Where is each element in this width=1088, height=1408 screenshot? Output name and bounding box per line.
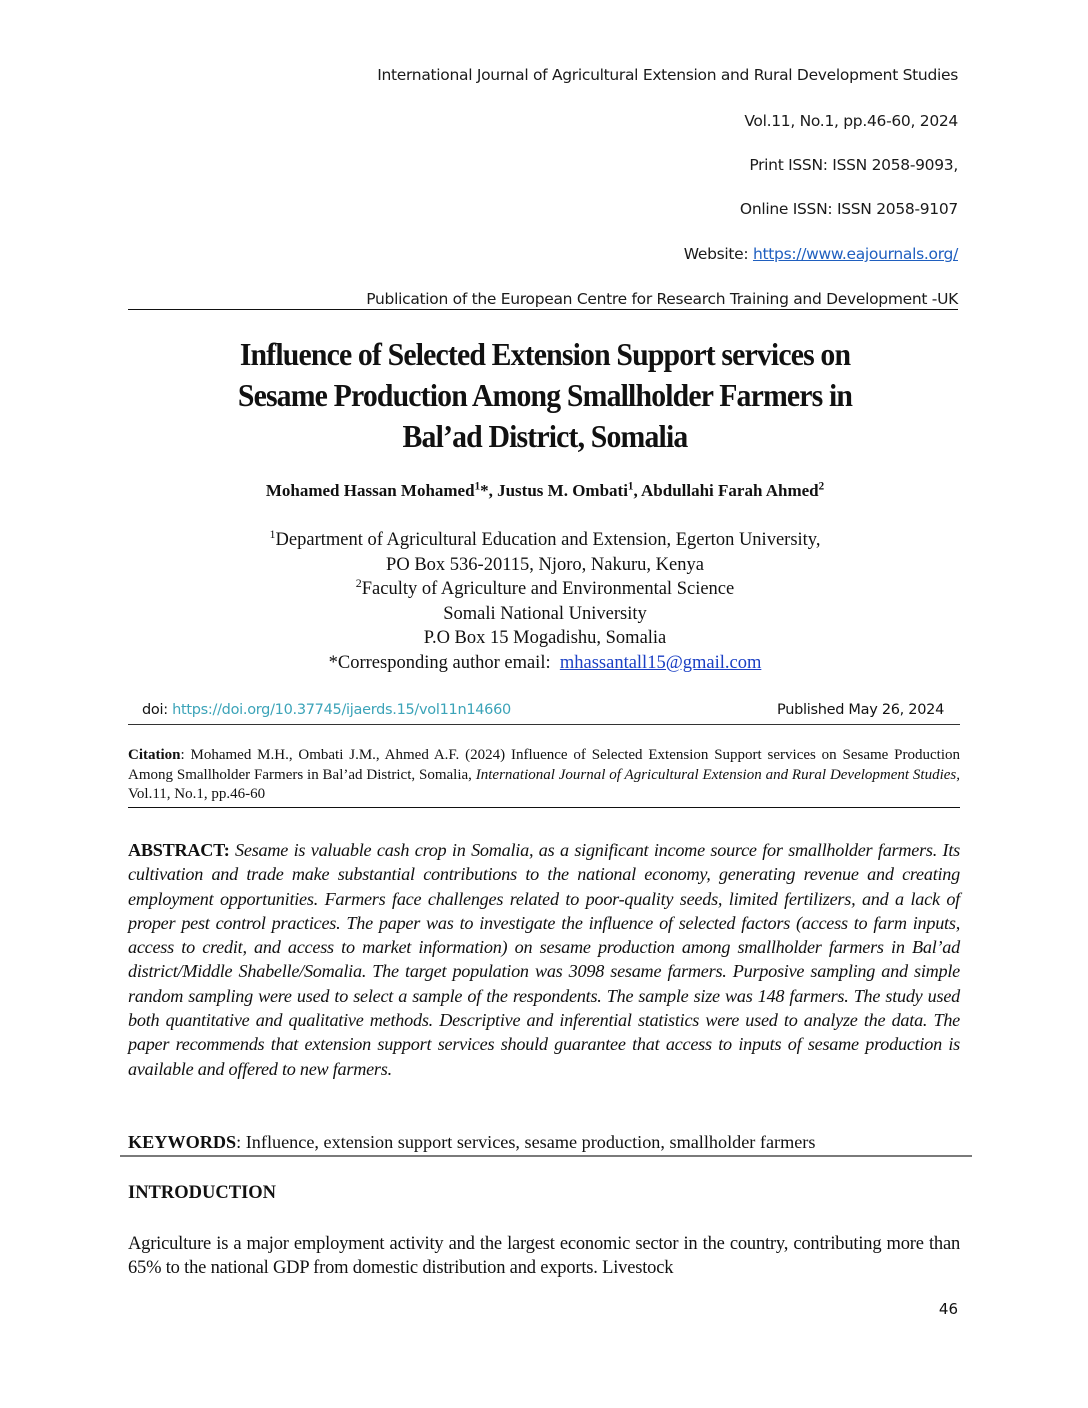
- author-affil-sup: 1: [627, 480, 634, 493]
- section-heading-introduction: INTRODUCTION: [128, 1183, 277, 1203]
- corresponding-label: *Corresponding author email:: [328, 652, 560, 673]
- affiliation-2-line3: P.O Box 15 Mogadishu, Somalia: [423, 628, 667, 648]
- title-line: Sesame Production Among Smallholder Farmers in: [237, 377, 853, 413]
- author-name: Abdullahi Farah Ahmed: [641, 481, 819, 500]
- print-issn: Print ISSN: ISSN 2058-9093,: [749, 156, 958, 174]
- keywords: [120, 1130, 972, 1157]
- author-name: Mohamed Hassan Mohamed: [265, 481, 475, 500]
- affil-sup: 2: [355, 575, 362, 590]
- affiliation-2-line2: Somali National University: [443, 603, 647, 624]
- affil-text: Faculty of Agriculture and Environmental Science: [361, 579, 735, 599]
- email-link[interactable]: mhassantall15@gmail.com: [559, 652, 762, 673]
- doi: [142, 702, 511, 718]
- author-affil-sup: 2: [818, 480, 825, 493]
- website-label: Website:: [683, 245, 753, 263]
- online-issn: Online ISSN: ISSN 2058-9107: [739, 200, 958, 218]
- author-list: [130, 481, 960, 501]
- citation-tail: Vol.11, No.1, pp.46-60: [128, 786, 266, 802]
- publisher-line: Publication of the European Centre for Research Training and Development -UK: [366, 290, 958, 308]
- citation-label: Citation: [128, 747, 181, 763]
- author-sep: ,: [488, 481, 498, 500]
- journal-name: International Journal of Agricultural Extension and Rural Development Studies: [377, 66, 958, 84]
- keywords-text: : Influence, extension support services, sesame production, smallholder farmers: [236, 1132, 816, 1152]
- affiliation-1-line1: [130, 528, 960, 553]
- author-name: Justus M. Ombati: [497, 481, 628, 500]
- abstract: [128, 838, 960, 1081]
- page-number: 46: [938, 1300, 958, 1318]
- keywords-label: KEYWORDS: [128, 1132, 237, 1152]
- doi-label: doi:: [142, 702, 173, 718]
- corresponding-mark: *: [480, 481, 489, 500]
- paper-title: [159, 334, 931, 457]
- corresponding-author: [130, 651, 960, 676]
- affil-sup: 1: [269, 526, 276, 541]
- affiliation-1-line2: PO Box 536-20115, Njoro, Nakuru, Kenya: [386, 554, 704, 575]
- citation-journal: International Journal of Agricultural Extension and Rural Development Studies,: [475, 766, 961, 783]
- abstract-text: Sesame is valuable cash crop in Somalia, as a significant income source for smallholder farmers. Its cultivation and trade make substantial contributions to the national economy, generating revenue and creating employment opportunities. Farmers face challenges related to poor-quality seeds, limited fertilizers, and a lack of proper pest control practices. The paper was to investigate the influence of selected factors (access to farm inputs, access to credit, and access to market information) on sesame production among smallholder farmers in Bal’ad district/Middle Shabelle/Somalia. The target population was 3098 sesame farmers. Purposive sampling and simple random sampling were used to select a sample of the respondents. The sample size was 148 farmers. The study used both quantitative and qualitative methods. Descriptive and inferential statistics were used to analyze the data. The paper recommends that extension support services should guarantee that access to inputs of sesame production is available and offered to new farmers.: [128, 840, 960, 1079]
- volume-info: Vol.11, No.1, pp.46-60, 2024: [744, 112, 958, 130]
- affiliations: [130, 528, 960, 675]
- website-line: [684, 245, 958, 263]
- affiliation-2-line1: [130, 577, 960, 602]
- author-affil-sup: 1: [474, 480, 481, 493]
- author-sep: ,: [633, 481, 642, 500]
- doi-row: [128, 702, 960, 725]
- published-date: Published May 26, 2024: [777, 702, 944, 718]
- title-line: Bal’ad District, Somalia: [402, 418, 688, 454]
- citation: [128, 746, 960, 808]
- header-divider: [128, 309, 958, 310]
- introduction-paragraph: Agriculture is a major employment activity and the largest economic sector in the country, contributing more than 65% to the national GDP from domestic distribution and exports. Livestock: [128, 1234, 960, 1278]
- website-link[interactable]: https://www.eajournals.org/: [752, 245, 958, 263]
- abstract-label: ABSTRACT:: [128, 840, 236, 860]
- title-line: Influence of Selected Extension Support services on: [239, 336, 851, 372]
- citation-text: : Mohamed M.H., Ombati J.M., Ahmed A.F. (2024) Influence of Selected Extension Support services on Sesame Production Among Smallholder Farmers in Bal’ad District, Somalia,: [128, 747, 960, 783]
- doi-link[interactable]: https://doi.org/10.37745/ijaerds.15/vol11n14660: [172, 702, 511, 718]
- affil-text: Department of Agricultural Education and Extension, Egerton University,: [275, 530, 821, 550]
